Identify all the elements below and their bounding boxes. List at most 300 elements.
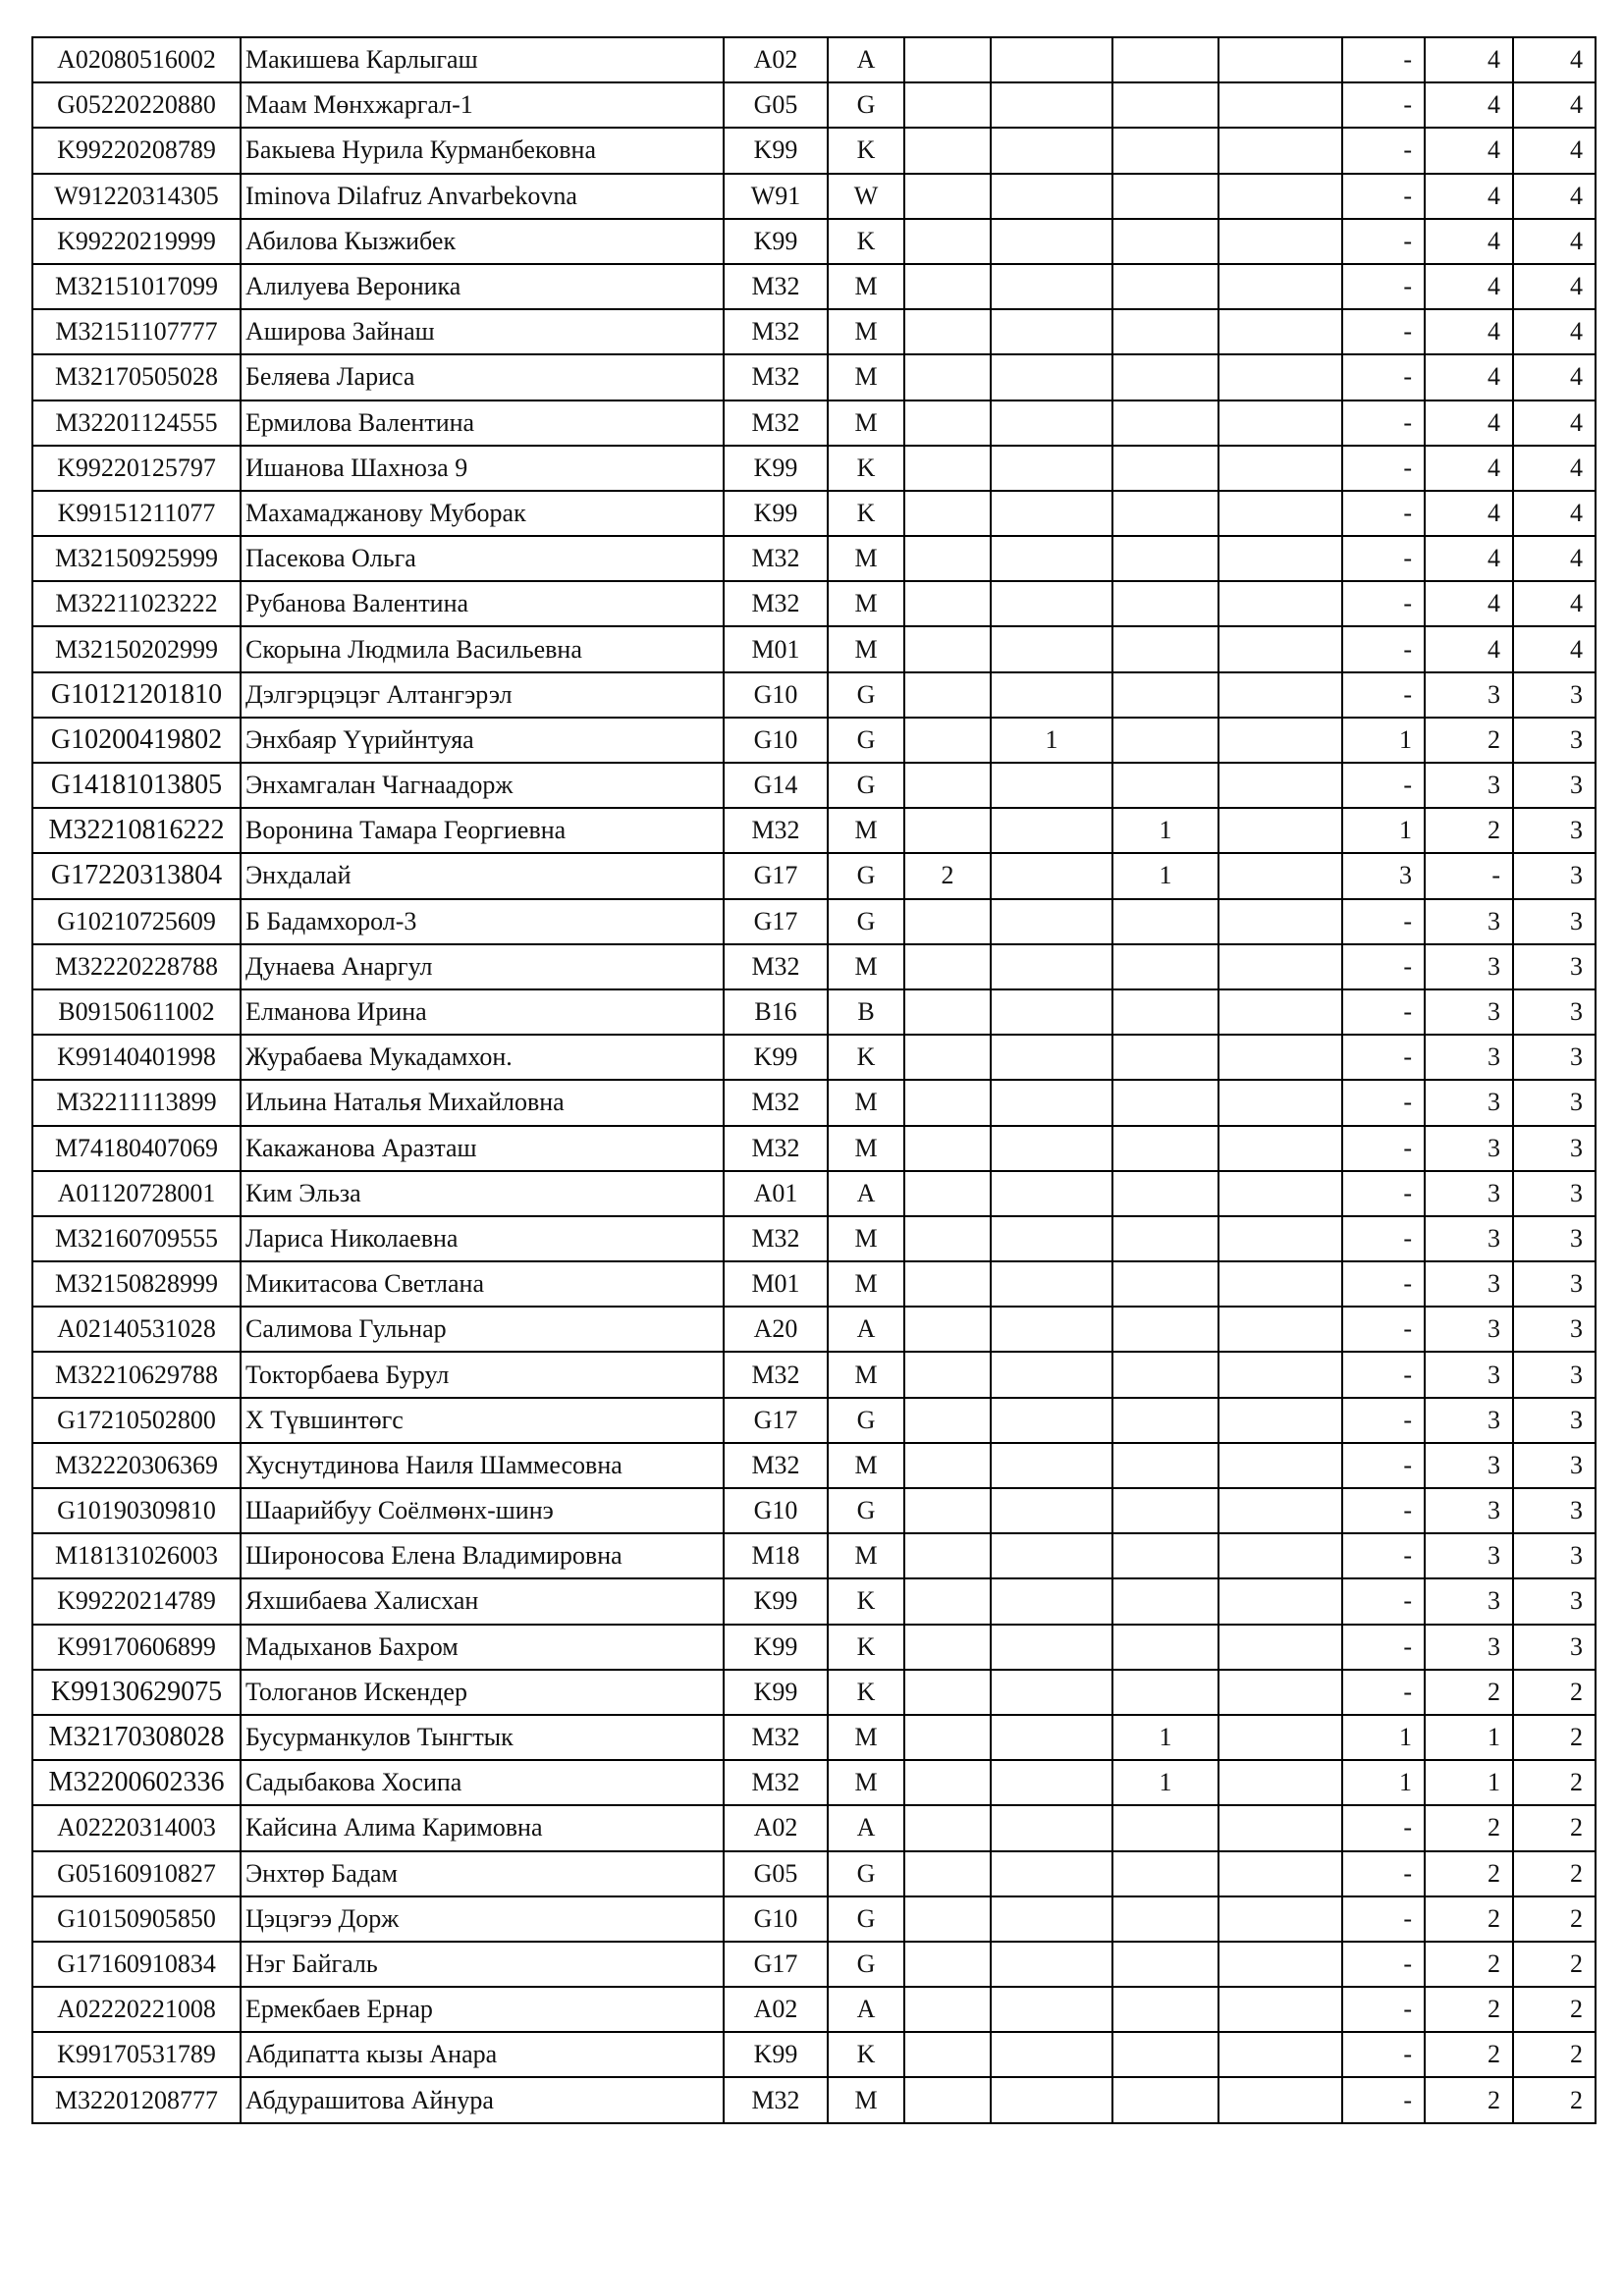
- total-score-cell: 3: [1513, 1307, 1596, 1352]
- region-letter-cell: M: [828, 1443, 904, 1488]
- score-col-2-cell: [991, 581, 1112, 626]
- group-code-cell: K99: [724, 446, 828, 491]
- score-col-1-cell: [904, 491, 991, 536]
- participant-code-cell: K99220219999: [32, 219, 241, 264]
- score-col-2-cell: [991, 1851, 1112, 1896]
- group-code-cell: M18: [724, 1533, 828, 1578]
- participant-name-cell: Маам Мөнхжаргал-1: [241, 82, 724, 128]
- score-col-1-cell: [904, 1035, 991, 1080]
- participant-name-cell: Абдурашитова Айнура: [241, 2077, 724, 2122]
- score-col-1-cell: [904, 1126, 991, 1171]
- total-score-cell: 3: [1513, 1080, 1596, 1125]
- score-col-4-cell: [1218, 82, 1342, 128]
- total-score-cell: 2: [1513, 1670, 1596, 1715]
- score-col-2-cell: [991, 626, 1112, 671]
- score-col-5-cell: -: [1342, 626, 1425, 671]
- score-col-4-cell: [1218, 1171, 1342, 1216]
- score-col-6-cell: 2: [1425, 1987, 1513, 2032]
- participant-name-cell: Мадыханов Бахром: [241, 1625, 724, 1670]
- region-letter-cell: M: [828, 626, 904, 671]
- total-score-cell: 4: [1513, 400, 1596, 446]
- table-row: [32, 763, 1596, 808]
- score-col-3-cell: [1112, 446, 1218, 491]
- table-row: [32, 1805, 1596, 1850]
- region-letter-cell: A: [828, 1307, 904, 1352]
- group-code-cell: K99: [724, 219, 828, 264]
- score-col-2-cell: [991, 944, 1112, 989]
- score-col-5-cell: -: [1342, 1942, 1425, 1987]
- score-col-5-cell: -: [1342, 1670, 1425, 1715]
- group-code-cell: K99: [724, 1578, 828, 1624]
- score-col-3-cell: [1112, 1126, 1218, 1171]
- participant-name-cell: Б Бадамхорол-3: [241, 899, 724, 944]
- table-row: [32, 309, 1596, 354]
- score-col-6-cell: 4: [1425, 219, 1513, 264]
- participant-name-cell: Цэцэгээ Дорж: [241, 1896, 724, 1942]
- score-col-5-cell: -: [1342, 1352, 1425, 1397]
- participant-name-cell: Бакыева Нурила Курманбековна: [241, 128, 724, 173]
- score-col-2-cell: [991, 672, 1112, 718]
- total-score-cell: 3: [1513, 1261, 1596, 1307]
- table-row: [32, 536, 1596, 581]
- total-score-cell: 3: [1513, 1171, 1596, 1216]
- group-code-cell: K99: [724, 128, 828, 173]
- group-code-cell: M32: [724, 1715, 828, 1760]
- group-code-cell: M32: [724, 536, 828, 581]
- score-col-2-cell: [991, 1488, 1112, 1533]
- score-col-2-cell: [991, 1578, 1112, 1624]
- participant-code-cell: A02080516002: [32, 37, 241, 82]
- score-col-5-cell: -: [1342, 128, 1425, 173]
- score-col-2-cell: [991, 899, 1112, 944]
- score-col-6-cell: 4: [1425, 400, 1513, 446]
- participant-name-cell: Абилова Кызжибек: [241, 219, 724, 264]
- participant-name-cell: Воронина Тамара Георгиевна: [241, 808, 724, 853]
- group-code-cell: A20: [724, 1307, 828, 1352]
- score-col-2-cell: [991, 354, 1112, 400]
- score-col-1-cell: [904, 1987, 991, 2032]
- score-col-3-cell: [1112, 1987, 1218, 2032]
- score-col-4-cell: [1218, 354, 1342, 400]
- participant-name-cell: Ермилова Валентина: [241, 400, 724, 446]
- score-col-3-cell: [1112, 1670, 1218, 1715]
- score-col-3-cell: [1112, 1307, 1218, 1352]
- score-col-6-cell: 3: [1425, 1533, 1513, 1578]
- score-col-4-cell: [1218, 1760, 1342, 1805]
- score-col-2-cell: [991, 1261, 1112, 1307]
- group-code-cell: A02: [724, 37, 828, 82]
- score-col-2-cell: 1: [991, 718, 1112, 763]
- participant-code-cell: K99170531789: [32, 2032, 241, 2077]
- region-letter-cell: K: [828, 1625, 904, 1670]
- score-col-1-cell: [904, 309, 991, 354]
- score-col-4-cell: [1218, 37, 1342, 82]
- score-col-3-cell: [1112, 37, 1218, 82]
- total-score-cell: 3: [1513, 718, 1596, 763]
- total-score-cell: 3: [1513, 1035, 1596, 1080]
- score-col-6-cell: 4: [1425, 626, 1513, 671]
- participant-name-cell: Алилуева Вероника: [241, 264, 724, 309]
- score-col-1-cell: [904, 1533, 991, 1578]
- participant-name-cell: Кайсина Алима Каримовна: [241, 1805, 724, 1850]
- table-row: [32, 219, 1596, 264]
- score-col-5-cell: -: [1342, 989, 1425, 1035]
- participant-name-cell: Рубанова Валентина: [241, 581, 724, 626]
- score-col-1-cell: [904, 1261, 991, 1307]
- score-col-4-cell: [1218, 264, 1342, 309]
- score-col-2-cell: [991, 1533, 1112, 1578]
- table-row: [32, 718, 1596, 763]
- score-col-4-cell: [1218, 400, 1342, 446]
- score-col-2-cell: [991, 1398, 1112, 1443]
- score-col-6-cell: 4: [1425, 354, 1513, 400]
- group-code-cell: M32: [724, 1352, 828, 1397]
- score-col-2-cell: [991, 400, 1112, 446]
- group-code-cell: M32: [724, 1760, 828, 1805]
- score-col-5-cell: -: [1342, 1171, 1425, 1216]
- region-letter-cell: K: [828, 2032, 904, 2077]
- participant-name-cell: Микитасова Светлана: [241, 1261, 724, 1307]
- participant-code-cell: K99140401998: [32, 1035, 241, 1080]
- table-row: [32, 1942, 1596, 1987]
- score-col-1-cell: [904, 899, 991, 944]
- participant-name-cell: Ильина Наталья Михайловна: [241, 1080, 724, 1125]
- table-row: [32, 82, 1596, 128]
- score-col-2-cell: [991, 1307, 1112, 1352]
- total-score-cell: 2: [1513, 1942, 1596, 1987]
- total-score-cell: 3: [1513, 763, 1596, 808]
- table-row: [32, 944, 1596, 989]
- score-col-1-cell: [904, 989, 991, 1035]
- group-code-cell: M01: [724, 626, 828, 671]
- group-code-cell: G05: [724, 82, 828, 128]
- participant-name-cell: Макишева Карлыгаш: [241, 37, 724, 82]
- score-col-3-cell: [1112, 1533, 1218, 1578]
- results-table-container: [31, 36, 1597, 2124]
- table-row: [32, 1987, 1596, 2032]
- region-letter-cell: M: [828, 1760, 904, 1805]
- participant-code-cell: G10150905850: [32, 1896, 241, 1942]
- region-letter-cell: G: [828, 1488, 904, 1533]
- participant-name-cell: Махамаджанову Муборак: [241, 491, 724, 536]
- score-col-1-cell: [904, 1307, 991, 1352]
- group-code-cell: M32: [724, 808, 828, 853]
- score-col-2-cell: [991, 1126, 1112, 1171]
- group-code-cell: M32: [724, 400, 828, 446]
- score-col-4-cell: [1218, 1443, 1342, 1488]
- group-code-cell: K99: [724, 491, 828, 536]
- score-col-4-cell: [1218, 1942, 1342, 1987]
- score-col-6-cell: 3: [1425, 1171, 1513, 1216]
- score-col-3-cell: [1112, 1261, 1218, 1307]
- participant-name-cell: Iminova Dilafruz Anvarbekovna: [241, 174, 724, 219]
- table-row: [32, 1216, 1596, 1261]
- table-row: [32, 354, 1596, 400]
- region-letter-cell: A: [828, 1171, 904, 1216]
- total-score-cell: 3: [1513, 1488, 1596, 1533]
- score-col-2-cell: [991, 1216, 1112, 1261]
- score-col-5-cell: 1: [1342, 1760, 1425, 1805]
- table-row: [32, 989, 1596, 1035]
- total-score-cell: 3: [1513, 944, 1596, 989]
- group-code-cell: K99: [724, 1625, 828, 1670]
- score-col-4-cell: [1218, 1398, 1342, 1443]
- score-col-2-cell: [991, 808, 1112, 853]
- score-col-6-cell: 3: [1425, 944, 1513, 989]
- participant-name-cell: Ишанова Шахноза 9: [241, 446, 724, 491]
- score-col-2-cell: [991, 1715, 1112, 1760]
- participant-code-cell: G14181013805: [32, 763, 241, 808]
- total-score-cell: 4: [1513, 354, 1596, 400]
- score-col-3-cell: [1112, 899, 1218, 944]
- score-col-6-cell: 2: [1425, 1896, 1513, 1942]
- participant-code-cell: M32220306369: [32, 1443, 241, 1488]
- participant-code-cell: G05160910827: [32, 1851, 241, 1896]
- score-col-4-cell: [1218, 1488, 1342, 1533]
- region-letter-cell: M: [828, 1533, 904, 1578]
- score-col-6-cell: 3: [1425, 1488, 1513, 1533]
- region-letter-cell: G: [828, 82, 904, 128]
- score-col-3-cell: [1112, 1443, 1218, 1488]
- participant-name-cell: Токторбаева Бурул: [241, 1352, 724, 1397]
- score-col-4-cell: [1218, 174, 1342, 219]
- score-col-3-cell: [1112, 1488, 1218, 1533]
- total-score-cell: 3: [1513, 1578, 1596, 1624]
- participant-code-cell: B09150611002: [32, 989, 241, 1035]
- score-col-2-cell: [991, 491, 1112, 536]
- score-col-5-cell: -: [1342, 1398, 1425, 1443]
- participant-name-cell: Какажанова Аразташ: [241, 1126, 724, 1171]
- score-col-6-cell: 3: [1425, 763, 1513, 808]
- score-col-3-cell: [1112, 174, 1218, 219]
- region-letter-cell: B: [828, 989, 904, 1035]
- score-col-2-cell: [991, 1171, 1112, 1216]
- table-row: [32, 1443, 1596, 1488]
- score-col-2-cell: [991, 1035, 1112, 1080]
- participant-name-cell: Ермекбаев Ернар: [241, 1987, 724, 2032]
- score-col-2-cell: [991, 763, 1112, 808]
- total-score-cell: 4: [1513, 309, 1596, 354]
- score-col-5-cell: -: [1342, 309, 1425, 354]
- region-letter-cell: M: [828, 1352, 904, 1397]
- score-col-4-cell: [1218, 1035, 1342, 1080]
- score-col-6-cell: 4: [1425, 491, 1513, 536]
- participant-name-cell: Садыбакова Хосипа: [241, 1760, 724, 1805]
- participant-name-cell: Лариса Николаевна: [241, 1216, 724, 1261]
- participant-name-cell: Х Түвшинтөгс: [241, 1398, 724, 1443]
- score-col-1-cell: [904, 174, 991, 219]
- score-col-6-cell: 3: [1425, 989, 1513, 1035]
- score-col-5-cell: -: [1342, 1805, 1425, 1850]
- score-col-5-cell: -: [1342, 1987, 1425, 2032]
- score-col-6-cell: 2: [1425, 1851, 1513, 1896]
- table-row: [32, 899, 1596, 944]
- table-row: [32, 672, 1596, 718]
- score-col-6-cell: 4: [1425, 264, 1513, 309]
- participant-name-cell: Энхбаяр Үүрийнтуяа: [241, 718, 724, 763]
- score-col-4-cell: [1218, 1080, 1342, 1125]
- total-score-cell: 4: [1513, 82, 1596, 128]
- participant-code-cell: G10210725609: [32, 899, 241, 944]
- total-score-cell: 3: [1513, 899, 1596, 944]
- participant-name-cell: Энхдалай: [241, 853, 724, 898]
- region-letter-cell: M: [828, 354, 904, 400]
- region-letter-cell: M: [828, 1080, 904, 1125]
- score-col-1-cell: 2: [904, 853, 991, 898]
- score-col-6-cell: 4: [1425, 536, 1513, 581]
- participant-code-cell: G17220313804: [32, 853, 241, 898]
- score-col-6-cell: 2: [1425, 2032, 1513, 2077]
- participant-code-cell: K99220125797: [32, 446, 241, 491]
- total-score-cell: 3: [1513, 989, 1596, 1035]
- participant-code-cell: G10200419802: [32, 718, 241, 763]
- score-col-5-cell: -: [1342, 581, 1425, 626]
- region-letter-cell: W: [828, 174, 904, 219]
- score-col-6-cell: 3: [1425, 1398, 1513, 1443]
- score-col-4-cell: [1218, 626, 1342, 671]
- total-score-cell: 4: [1513, 37, 1596, 82]
- participant-code-cell: G17160910834: [32, 1942, 241, 1987]
- score-col-3-cell: [1112, 2032, 1218, 2077]
- score-col-1-cell: [904, 1171, 991, 1216]
- score-col-4-cell: [1218, 128, 1342, 173]
- score-col-5-cell: -: [1342, 1216, 1425, 1261]
- score-col-5-cell: -: [1342, 1533, 1425, 1578]
- score-col-4-cell: [1218, 1851, 1342, 1896]
- participant-code-cell: M32211023222: [32, 581, 241, 626]
- score-col-1-cell: [904, 354, 991, 400]
- score-col-1-cell: [904, 1216, 991, 1261]
- table-row: [32, 1896, 1596, 1942]
- score-col-4-cell: [1218, 1261, 1342, 1307]
- score-col-1-cell: [904, 1670, 991, 1715]
- score-col-3-cell: [1112, 1171, 1218, 1216]
- region-letter-cell: K: [828, 128, 904, 173]
- score-col-3-cell: [1112, 536, 1218, 581]
- total-score-cell: 4: [1513, 264, 1596, 309]
- score-col-3-cell: [1112, 264, 1218, 309]
- region-letter-cell: G: [828, 1851, 904, 1896]
- participant-code-cell: M32151017099: [32, 264, 241, 309]
- score-col-4-cell: [1218, 899, 1342, 944]
- participant-code-cell: M32201208777: [32, 2077, 241, 2122]
- score-col-4-cell: [1218, 1126, 1342, 1171]
- score-col-1-cell: [904, 264, 991, 309]
- score-col-5-cell: -: [1342, 1261, 1425, 1307]
- group-code-cell: M32: [724, 264, 828, 309]
- score-col-4-cell: [1218, 491, 1342, 536]
- score-col-5-cell: -: [1342, 1896, 1425, 1942]
- score-col-5-cell: 1: [1342, 718, 1425, 763]
- score-col-3-cell: [1112, 672, 1218, 718]
- score-col-3-cell: [1112, 763, 1218, 808]
- participant-name-cell: Тологанов Искендер: [241, 1670, 724, 1715]
- score-col-3-cell: [1112, 354, 1218, 400]
- score-col-6-cell: 3: [1425, 1625, 1513, 1670]
- participant-code-cell: M32150828999: [32, 1261, 241, 1307]
- score-col-6-cell: 3: [1425, 1352, 1513, 1397]
- participant-code-cell: M32211113899: [32, 1080, 241, 1125]
- score-col-2-cell: [991, 1443, 1112, 1488]
- participant-code-cell: M32170308028: [32, 1715, 241, 1760]
- region-letter-cell: G: [828, 1896, 904, 1942]
- group-code-cell: M32: [724, 2077, 828, 2122]
- score-col-3-cell: [1112, 1352, 1218, 1397]
- score-col-2-cell: [991, 446, 1112, 491]
- participant-code-cell: M32150202999: [32, 626, 241, 671]
- participant-code-cell: G10121201810: [32, 672, 241, 718]
- total-score-cell: 3: [1513, 1398, 1596, 1443]
- score-col-4-cell: [1218, 1578, 1342, 1624]
- region-letter-cell: K: [828, 1578, 904, 1624]
- score-col-1-cell: [904, 1398, 991, 1443]
- score-col-1-cell: [904, 1805, 991, 1850]
- participant-code-cell: M32201124555: [32, 400, 241, 446]
- score-col-1-cell: [904, 2032, 991, 2077]
- group-code-cell: M32: [724, 944, 828, 989]
- score-col-5-cell: -: [1342, 1307, 1425, 1352]
- score-col-4-cell: [1218, 219, 1342, 264]
- score-col-1-cell: [904, 672, 991, 718]
- total-score-cell: 4: [1513, 128, 1596, 173]
- score-col-1-cell: [904, 37, 991, 82]
- table-row: [32, 1488, 1596, 1533]
- score-col-1-cell: [904, 581, 991, 626]
- participant-name-cell: Энхтөр Бадам: [241, 1851, 724, 1896]
- score-col-1-cell: [904, 1488, 991, 1533]
- score-col-5-cell: -: [1342, 82, 1425, 128]
- score-col-4-cell: [1218, 1625, 1342, 1670]
- table-row: [32, 1625, 1596, 1670]
- table-row: [32, 1398, 1596, 1443]
- score-col-4-cell: [1218, 808, 1342, 853]
- score-col-6-cell: 4: [1425, 37, 1513, 82]
- score-col-3-cell: [1112, 1398, 1218, 1443]
- score-col-1-cell: [904, 626, 991, 671]
- score-col-3-cell: [1112, 581, 1218, 626]
- score-col-6-cell: 4: [1425, 128, 1513, 173]
- score-col-4-cell: [1218, 536, 1342, 581]
- region-letter-cell: M: [828, 581, 904, 626]
- score-col-4-cell: [1218, 581, 1342, 626]
- score-col-2-cell: [991, 82, 1112, 128]
- score-col-4-cell: [1218, 672, 1342, 718]
- score-col-6-cell: 3: [1425, 1126, 1513, 1171]
- region-letter-cell: M: [828, 2077, 904, 2122]
- score-col-5-cell: -: [1342, 899, 1425, 944]
- score-col-3-cell: 1: [1112, 853, 1218, 898]
- total-score-cell: 2: [1513, 2032, 1596, 2077]
- table-row: [32, 400, 1596, 446]
- score-col-4-cell: [1218, 309, 1342, 354]
- score-col-1-cell: [904, 1578, 991, 1624]
- table-row: [32, 808, 1596, 853]
- table-row: [32, 1035, 1596, 1080]
- region-letter-cell: M: [828, 400, 904, 446]
- score-col-5-cell: -: [1342, 763, 1425, 808]
- score-col-3-cell: 1: [1112, 1760, 1218, 1805]
- table-row: [32, 491, 1596, 536]
- participant-name-cell: Аширова Зайнаш: [241, 309, 724, 354]
- table-row: [32, 1080, 1596, 1125]
- score-col-5-cell: -: [1342, 446, 1425, 491]
- region-letter-cell: M: [828, 808, 904, 853]
- score-col-2-cell: [991, 1670, 1112, 1715]
- participant-name-cell: Салимова Гульнар: [241, 1307, 724, 1352]
- score-col-6-cell: 3: [1425, 1578, 1513, 1624]
- total-score-cell: 3: [1513, 1443, 1596, 1488]
- score-col-6-cell: 2: [1425, 2077, 1513, 2122]
